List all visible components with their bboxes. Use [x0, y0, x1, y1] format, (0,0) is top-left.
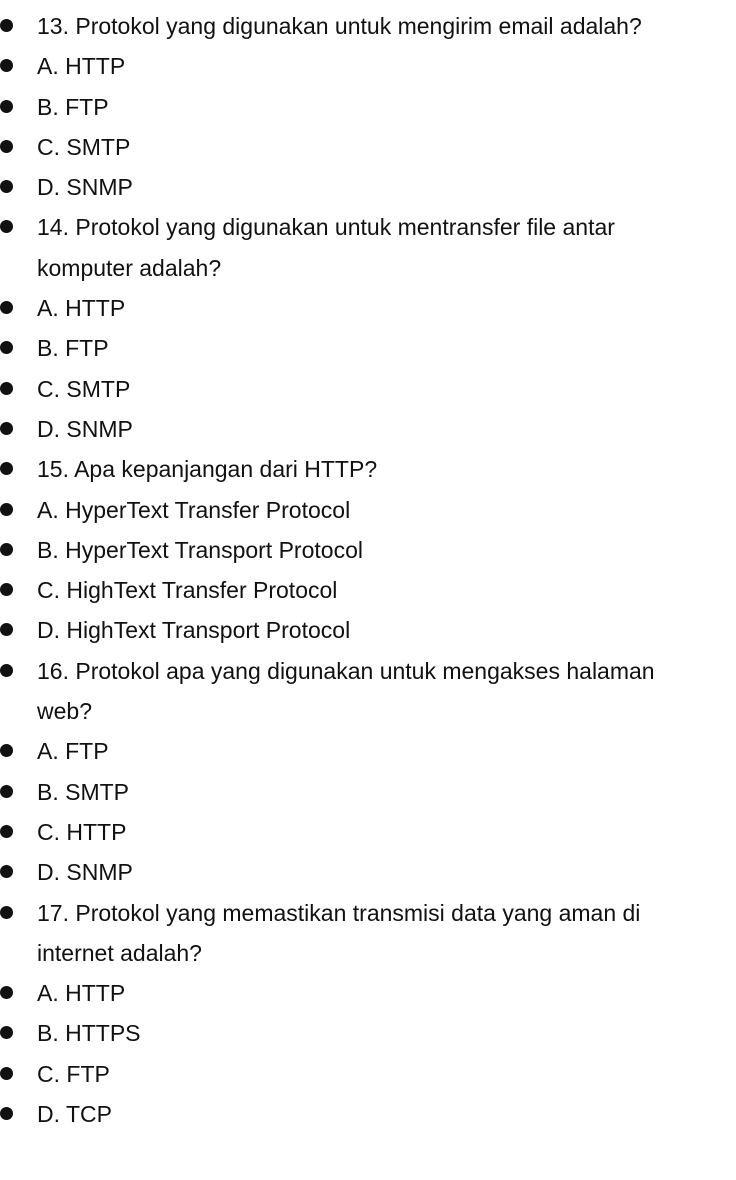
- option-text: A. HTTP: [37, 980, 126, 1007]
- answer-option-item: [0, 973, 736, 1013]
- bullet-icon: [0, 785, 13, 798]
- bullet-icon: [0, 301, 13, 314]
- option-text: A. HTTP: [37, 53, 126, 80]
- answer-option-item: [0, 610, 736, 650]
- answer-option-item: [0, 328, 736, 368]
- option-text: C. HighText Transfer Protocol: [37, 577, 338, 604]
- question-item: [0, 207, 736, 288]
- option-text: A. HTTP: [37, 295, 126, 322]
- option-text: A. HyperText Transfer Protocol: [37, 496, 351, 523]
- bullet-icon: [0, 180, 13, 193]
- question-text: 17. Protokol yang memastikan transmisi data yang aman di internet adalah?: [37, 899, 641, 966]
- answer-option-item: [0, 288, 736, 328]
- question-item: [0, 893, 736, 974]
- answer-option-item: [0, 1013, 736, 1053]
- option-text: D. SNMP: [37, 415, 133, 442]
- question-item: [0, 651, 736, 732]
- bullet-icon: [0, 19, 13, 32]
- bullet-icon: [0, 986, 13, 999]
- bullet-icon: [0, 825, 13, 838]
- question-text: 16. Protokol apa yang digunakan untuk mengakses halaman web?: [37, 657, 655, 725]
- answer-option-item: [0, 1094, 736, 1134]
- bullet-icon: [0, 341, 13, 354]
- option-text: C. SMTP: [37, 133, 131, 160]
- bullet-icon: [0, 140, 13, 153]
- bullet-icon: [0, 1067, 13, 1080]
- option-text: B. HyperText Transport Protocol: [37, 536, 363, 563]
- question-item: [0, 6, 736, 46]
- option-text: D. SNMP: [37, 174, 133, 201]
- option-text: B. FTP: [37, 335, 109, 362]
- bullet-icon: [0, 462, 13, 475]
- option-text: C. HTTP: [37, 818, 127, 845]
- question-text: 14. Protokol yang digunakan untuk mentransfer file antar komputer adalah?: [37, 214, 615, 281]
- answer-option-item: [0, 409, 736, 449]
- bullet-icon: [0, 382, 13, 395]
- bullet-icon: [0, 503, 13, 516]
- option-text: C. SMTP: [37, 375, 131, 402]
- bullet-icon: [0, 623, 13, 636]
- answer-option-item: [0, 530, 736, 570]
- option-text: C. FTP: [37, 1060, 110, 1087]
- bullet-icon: [0, 220, 13, 233]
- answer-option-item: [0, 1054, 736, 1094]
- question-item: [0, 449, 736, 489]
- answer-option-item: [0, 852, 736, 892]
- answer-option-item: [0, 731, 736, 771]
- bullet-icon: [0, 906, 13, 919]
- option-text: A. FTP: [37, 738, 109, 765]
- bullet-icon: [0, 422, 13, 435]
- answer-option-item: [0, 812, 736, 852]
- bullet-icon: [0, 583, 13, 596]
- answer-option-item: [0, 46, 736, 86]
- question-list: [0, 6, 736, 1134]
- question-text: 15. Apa kepanjangan dari HTTP?: [37, 456, 378, 483]
- answer-option-item: [0, 490, 736, 530]
- option-text: B. SMTP: [37, 778, 130, 805]
- answer-option-item: [0, 167, 736, 207]
- option-text: D. TCP: [37, 1101, 112, 1128]
- answer-option-item: [0, 87, 736, 127]
- bullet-icon: [0, 664, 13, 677]
- bullet-icon: [0, 1026, 13, 1039]
- option-text: B. HTTPS: [37, 1020, 141, 1047]
- answer-option-item: [0, 369, 736, 409]
- answer-option-item: [0, 570, 736, 610]
- answer-option-item: [0, 772, 736, 812]
- option-text: B. FTP: [37, 93, 109, 120]
- answer-option-item: [0, 127, 736, 167]
- bullet-icon: [0, 543, 13, 556]
- bullet-icon: [0, 59, 13, 72]
- option-text: D. SNMP: [37, 859, 133, 886]
- bullet-icon: [0, 744, 13, 757]
- option-text: D. HighText Transport Protocol: [37, 617, 351, 644]
- bullet-icon: [0, 865, 13, 878]
- question-text: 13. Protokol yang digunakan untuk mengirim email adalah?: [37, 13, 642, 39]
- bullet-icon: [0, 100, 13, 113]
- bullet-icon: [0, 1107, 13, 1120]
